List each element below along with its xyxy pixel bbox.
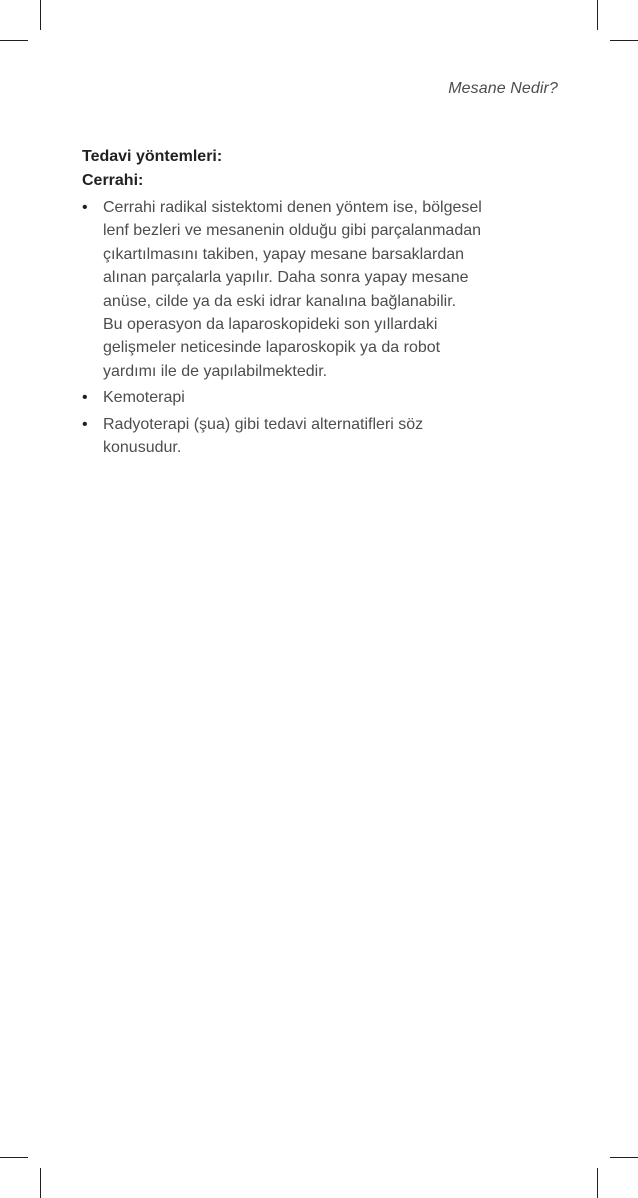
crop-mark	[0, 1157, 28, 1158]
list-item	[82, 386, 572, 409]
running-head: Mesane Nedir?	[448, 80, 558, 97]
section-title: Tedavi yöntemleri:	[82, 148, 223, 165]
subsection-title: Cerrahi:	[82, 172, 144, 189]
list-item	[82, 196, 572, 383]
list-item	[82, 413, 572, 460]
list-item-line: yardımı ile de yapılabilmektedir.	[103, 362, 328, 380]
crop-mark	[0, 40, 28, 41]
list-item-line: alınan parçalarla yapılır. Daha sonra yapay mesane	[103, 269, 469, 287]
list-item-line: Bu operasyon da laparoskopideki son yıllardaki	[103, 316, 438, 334]
bullet-icon: •	[82, 415, 88, 433]
crop-mark	[597, 1168, 598, 1198]
list-item-line: Kemoterapi	[103, 389, 185, 407]
list-item-line: gelişmeler neticesinde laparoskopik ya da robot	[103, 339, 441, 357]
crop-mark	[610, 40, 638, 41]
crop-mark	[610, 1157, 638, 1158]
crop-mark	[40, 0, 41, 30]
list-item-line: çıkartılmasını takiben, yapay mesane barsaklardan	[103, 245, 465, 263]
bullet-list	[82, 196, 572, 459]
crop-mark	[597, 0, 598, 30]
list-item-line: lenf bezleri ve mesanenin olduğu gibi parçalanmadan	[103, 222, 482, 240]
list-item-line: Radyoterapi (şua) gibi tedavi alternatifleri söz	[103, 415, 424, 433]
page-content	[82, 145, 572, 462]
crop-mark	[40, 1168, 41, 1198]
list-item-line: konusudur.	[103, 439, 182, 457]
bullet-icon: •	[82, 199, 88, 216]
list-item-line: anüse, cilde ya da eski idrar kanalına bağlanabilir.	[103, 292, 457, 310]
bullet-icon: •	[82, 389, 88, 407]
list-item-line: Cerrahi radikal sistektomi denen yöntem ise, bölgesel	[103, 199, 482, 216]
